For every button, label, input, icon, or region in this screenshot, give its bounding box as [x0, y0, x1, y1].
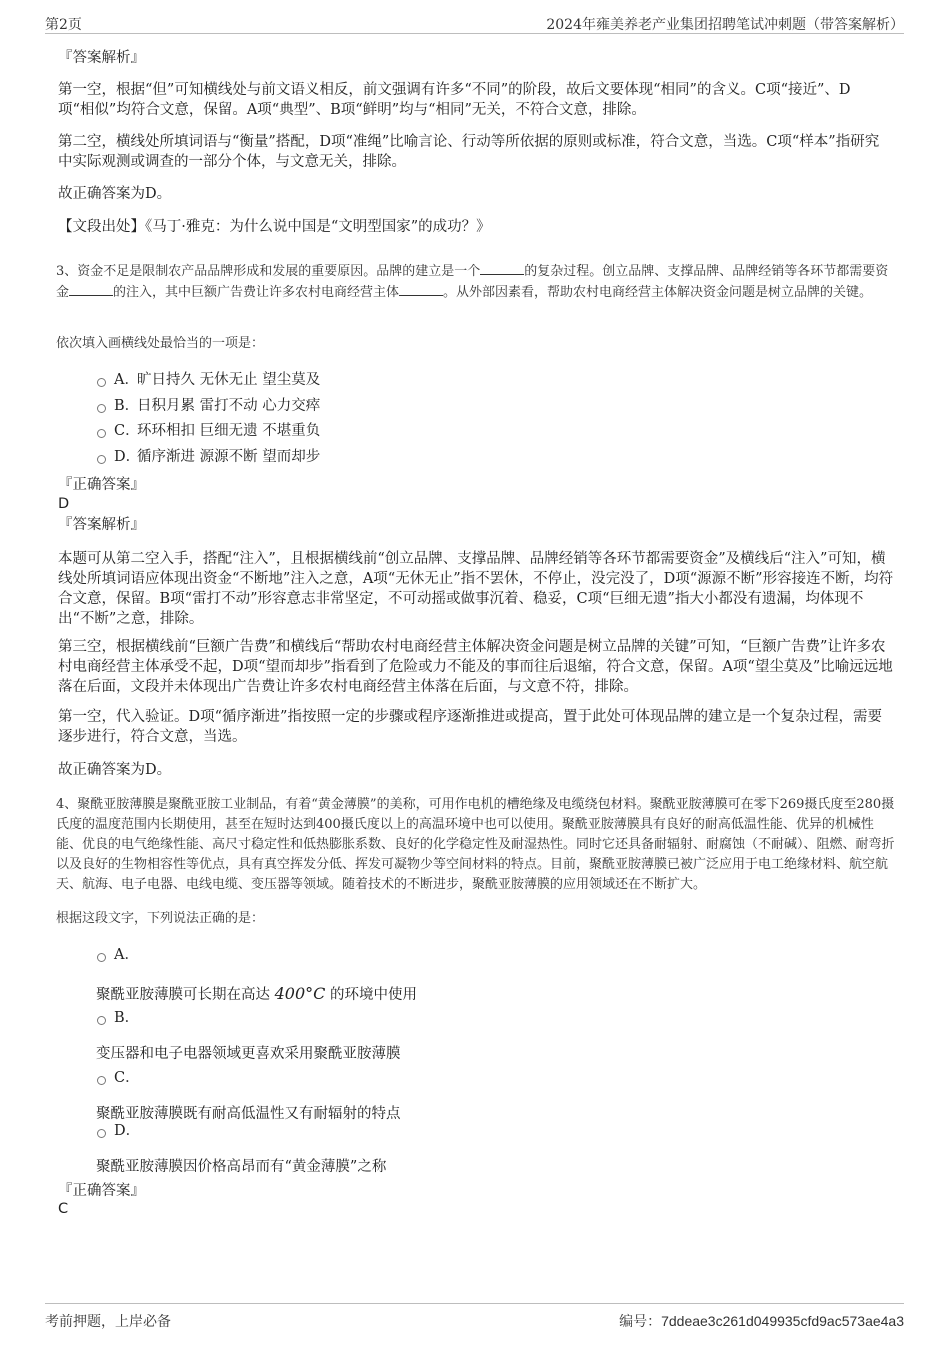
- q4-stem: 4、聚酰亚胺薄膜是聚酰亚胺工业制品，有着“黄金薄膜”的美称，可用作电机的槽绝缘及电缆绕包材料。聚酰亚胺薄膜可在零下269摄氏度至280摄氏度的温度范围内长期使用，甚至在短时达到400摄氏度以上的高温环境中也可以使用。聚酰亚胺薄膜具有良好的耐高低温性能、优异的机械性能、优良的电气绝缘性能、高尺寸稳定性和低热膨胀系数、良好的化学稳定性及耐湿热性。同时它还具备耐辐射、耐腐蚀（不耐碱）、阻燃、耐弯折以及良好的生物相容性等优点，具有真空挥发分低、挥发可凝物少等空间材料的特点。目前，聚酰亚胺薄膜已被广泛应用于电工绝缘材料、航空航天、航海、电子电器、电线电缆、变压器等领域。随着技术的不断进步，聚酰亚胺薄膜的应用领域还在不断扩大。: [56, 797, 895, 892]
- header-divider: [45, 33, 904, 34]
- q3-answer: D: [58, 496, 70, 512]
- q4-option-a-text: 聚酰亚胺薄膜可长期在高达 400°C 的环境中使用: [96, 984, 417, 1003]
- page-number: 第2页: [45, 17, 82, 33]
- q2-conclusion: 故正确答案为D。: [58, 186, 172, 202]
- q2-analysis-para1: 第一空，根据“但”可知横线处与前文语义相反，前文强调有许多“不同”的阶段，故后文要体现“相同”的含义。C项“接近”、D项“相似”均符合文意，保留。A项“典型”、B项“鲜明”均与“相同”无关，不符合文意，排除。: [58, 82, 851, 118]
- q4-option-c[interactable]: C．: [97, 1068, 197, 1088]
- q4-answer-label: 『正确答案』: [58, 1183, 145, 1199]
- q4-option-c-text: 聚酰亚胺薄膜既有耐高低温性又有耐辐射的特点: [96, 1106, 401, 1122]
- radio-icon[interactable]: [97, 429, 106, 438]
- radio-icon[interactable]: [97, 378, 106, 387]
- math-400c: 400°C: [274, 984, 326, 1003]
- q2-analysis-para2: 第二空，横线处所填词语与“衡量”搭配，D项“准绳”比喻言论、行动等所依据的原则或标准，符合文意，当选。C项“样本”指研究中实际观测或调查的一部分个体，与文意无关，排除。: [58, 134, 880, 170]
- footer-slogan: 考前押题，上岸必备: [45, 1314, 171, 1330]
- q3-option-c[interactable]: C． 环环相扣 巨细无遗 不堪重负: [97, 421, 497, 441]
- radio-icon[interactable]: [97, 1129, 106, 1138]
- q3-option-b[interactable]: B． 日积月累 雷打不动 心力交瘁: [97, 396, 497, 416]
- q2-analysis-label: 『答案解析』: [58, 50, 145, 66]
- q3-prompt: 依次填入画横线处最恰当的一项是：: [56, 336, 265, 351]
- q4-option-d-text: 聚酰亚胺薄膜因价格高昂而有“黄金薄膜”之称: [96, 1159, 387, 1175]
- q3-conclusion: 故正确答案为D。: [58, 762, 172, 778]
- footer-serial: 编号：7ddeae3c261d049935cfd9ac573ae4a3: [619, 1313, 904, 1330]
- blank-1: [480, 261, 524, 275]
- q4-answer: C: [58, 1201, 69, 1217]
- radio-icon[interactable]: [97, 455, 106, 464]
- q2-source: 【文段出处】《马丁·雅克：为什么说中国是“文明型国家”的成功？》: [58, 219, 491, 235]
- q4-option-b[interactable]: B．: [97, 1008, 197, 1028]
- q3-option-d[interactable]: D． 循序渐进 源源不断 望而却步: [97, 447, 497, 467]
- q4-option-a[interactable]: A．: [97, 945, 197, 965]
- q3-answer-label: 『正确答案』: [58, 477, 145, 493]
- radio-icon[interactable]: [97, 953, 106, 962]
- q3-option-a[interactable]: A． 旷日持久 无休无止 望尘莫及: [97, 370, 497, 390]
- radio-icon[interactable]: [97, 404, 106, 413]
- q4-option-b-text: 变压器和电子电器领域更喜欢采用聚酰亚胺薄膜: [96, 1046, 401, 1062]
- document-title: 2024年雍美养老产业集团招聘笔试冲刺题（带答案解析）: [546, 17, 904, 33]
- q3-analysis-para1: 本题可从第二空入手，搭配“注入”，且根据横线前“创立品牌、支撑品牌、品牌经销等各环节都需要资金”及横线后“注入”可知，横线处所填词语应体现出资金“不断地”注入之意，A项“无休无止”指不罢休，不停止，没完没了，D项“源源不断”形容接连不断，均符合文意，保留。B项“雷打不动”形容意志非常坚定，不可动摇或做事沉着、稳妥，C项“巨细无遗”指大小都没有遗漏，均体现不出“不断”之意，排除。: [58, 551, 894, 627]
- footer-divider: [45, 1303, 904, 1304]
- q3-analysis-para3: 第一空，代入验证。D项“循序渐进”指按照一定的步骤或程序逐渐推进或提高，置于此处可体现品牌的建立是一个复杂过程，需要逐步进行，符合文意，当选。: [58, 709, 882, 745]
- q4-prompt: 根据这段文字，下列说法正确的是：: [56, 911, 265, 926]
- q3-analysis-label: 『答案解析』: [58, 517, 145, 533]
- radio-icon[interactable]: [97, 1076, 106, 1085]
- blank-2: [69, 282, 113, 296]
- q3-analysis-para2: 第三空，根据横线前“巨额广告费”和横线后“帮助农村电商经营主体解决资金问题是树立品牌的关键”可知，“巨额广告费”让许多农村电商经营主体承受不起，D项“望而却步”指看到了危险或力不能及的事而往后退缩，符合文意，保留。A项“望尘莫及”比喻远远地落在后面，文段并未体现出广告费让许多农村电商经营主体落在后面，与文意不符，排除。: [58, 639, 893, 695]
- q3-stem: 3、资金不足是限制农产品品牌形成和发展的重要原因。品牌的建立是一个 的复杂过程。创立品牌、支撑品牌、品牌经销等各环节都需要资金 的注入，其中巨额广告费让许多农村电商经营主体 。从外部因素看，帮助农村电商经营主体解决资金问题是树立品牌的关键。: [56, 261, 896, 303]
- blank-3: [399, 282, 443, 296]
- q4-option-d[interactable]: D．: [97, 1121, 197, 1141]
- radio-icon[interactable]: [97, 1016, 106, 1025]
